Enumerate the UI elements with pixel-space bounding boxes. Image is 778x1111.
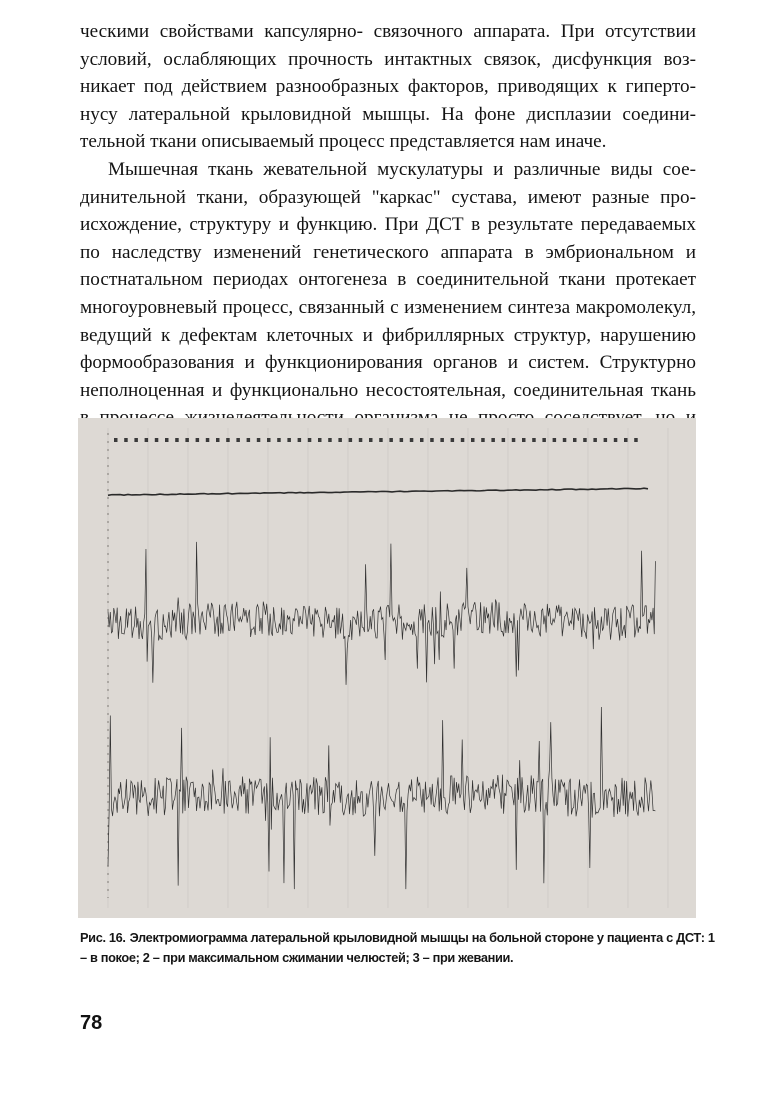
caption-label: Рис. 16. — [80, 930, 126, 945]
time-marker — [420, 438, 424, 442]
time-marker — [502, 438, 506, 442]
time-marker — [359, 438, 363, 442]
time-marker — [124, 438, 128, 442]
time-marker — [196, 438, 200, 442]
time-marker — [277, 438, 281, 442]
time-marker — [165, 438, 169, 442]
time-marker — [410, 438, 414, 442]
time-marker — [308, 438, 312, 442]
time-marker — [247, 438, 251, 442]
time-marker — [563, 438, 567, 442]
time-marker — [512, 438, 516, 442]
time-marker — [175, 438, 179, 442]
figure-background — [78, 418, 696, 918]
time-marker — [400, 438, 404, 442]
paragraph-1: ческими свойствами капсулярно- связочного аппарата. При отсутствии условий, ослабляющих прочность интактных связок, дисфункция возникает под действием разнообразных факторов, приводящих к гипертонусу латеральной крыловидной мышцы. На фоне дисплазии соединительной ткани описываемый процесс представляется нам иначе. — [80, 21, 696, 153]
time-marker — [553, 438, 557, 442]
time-marker — [542, 438, 546, 442]
time-marker — [583, 438, 587, 442]
time-marker — [206, 438, 210, 442]
time-marker — [267, 438, 271, 442]
body-text — [80, 18, 696, 460]
time-marker — [185, 438, 189, 442]
time-marker — [634, 438, 638, 442]
time-marker — [532, 438, 536, 442]
time-marker — [389, 438, 393, 442]
time-marker — [226, 438, 230, 442]
time-marker — [573, 438, 577, 442]
time-marker — [318, 438, 322, 442]
time-marker — [481, 438, 485, 442]
time-marker — [216, 438, 220, 442]
emg-figure — [78, 418, 696, 918]
time-marker — [440, 438, 444, 442]
paragraph-2: Мышечная ткань жевательной мускулатуры и различные виды соединительной ткани, образующей "каркас" сустава, имеют разные происхождение, структуру и функцию. При ДСТ в результате передаваемых по наследству изменений генетического аппарата в эмбриональном и постнатальном периодах онтогенеза в соединительной ткани протекает многоуровневый процесс, связанный с изменением синтеза макромолекул, ведущий к дефектам клеточных и фибриллярных структур, нарушению формообразования и функционирования органов и систем. Структурно неполноценная и функционально несостоятельная, соединительная ткань — [80, 158, 696, 401]
time-marker — [145, 438, 149, 442]
time-marker — [298, 438, 302, 442]
time-marker — [338, 438, 342, 442]
time-marker — [134, 438, 138, 442]
time-marker — [257, 438, 261, 442]
time-marker — [155, 438, 159, 442]
time-marker — [328, 438, 332, 442]
time-marker — [287, 438, 291, 442]
time-marker — [349, 438, 353, 442]
time-marker — [430, 438, 434, 442]
caption-text: Электромиограмма латеральной крыловидной мышцы на больной стороне у пациента с ДСТ: 1 – в покое; 2 – при максимальном сжимании челюстей; 3 – при жевании. — [80, 930, 715, 965]
emg-plot — [78, 418, 696, 918]
time-marker — [471, 438, 475, 442]
time-marker — [593, 438, 597, 442]
time-marker — [451, 438, 455, 442]
time-marker — [624, 438, 628, 442]
time-marker — [491, 438, 495, 442]
time-marker — [369, 438, 373, 442]
time-marker — [522, 438, 526, 442]
time-marker — [461, 438, 465, 442]
time-marker — [236, 438, 240, 442]
time-marker — [114, 438, 118, 442]
time-marker — [604, 438, 608, 442]
page-number: 78 — [80, 1012, 103, 1034]
time-marker — [379, 438, 383, 442]
time-marker — [614, 438, 618, 442]
figure-caption — [80, 928, 720, 968]
